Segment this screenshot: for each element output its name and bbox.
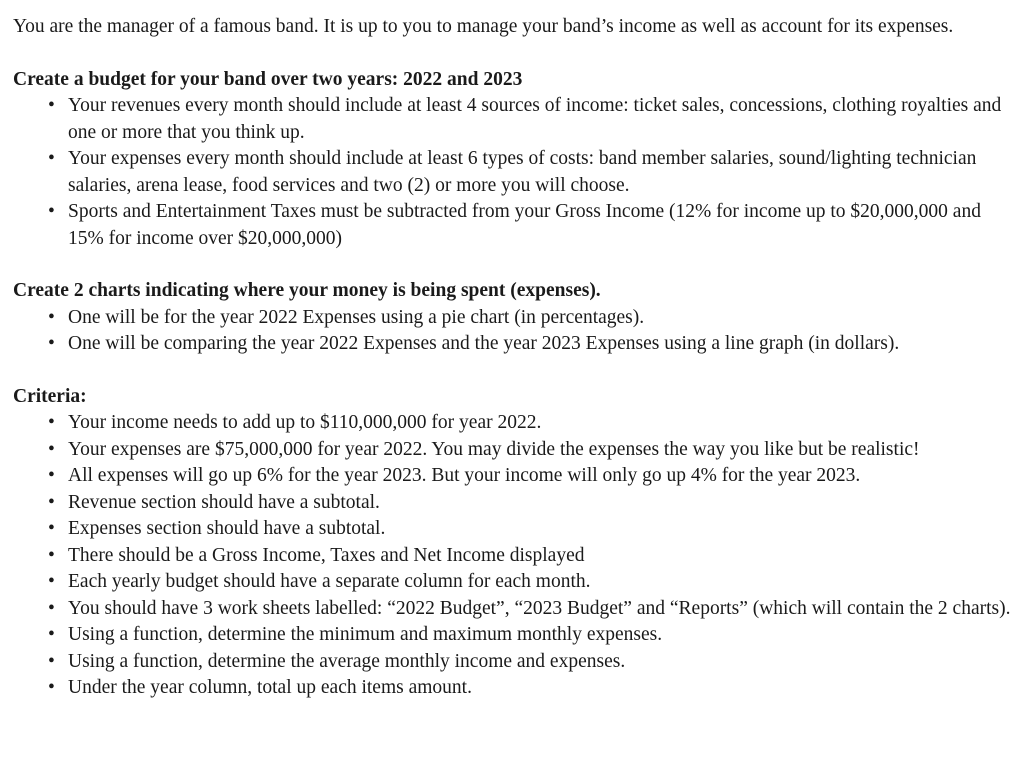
budget-heading: Create a budget for your band over two years: 2022 and 2023: [13, 68, 523, 90]
list-item: • Your revenues every month should include at least 4 sources of income: ticket sales, concessions, clothing royalties and one or more that you think up.: [48, 95, 1002, 143]
charts-section: [13, 278, 1024, 358]
bullet-icon: •: [48, 491, 55, 513]
bullet-icon: •: [48, 148, 55, 169]
bullet-icon: •: [48, 518, 55, 539]
list-item: • Sports and Entertainment Taxes must be subtracted from your Gross Income (12% for income up to $20,000,000 and 15% for income over $20,000,000): [48, 201, 981, 249]
bullet-icon: •: [48, 677, 55, 698]
list-item: • Using a function, determine the average monthly income and expenses.: [68, 649, 1024, 676]
bullet-icon: •: [48, 597, 55, 619]
bullet-icon: •: [48, 95, 55, 116]
budget-list: [13, 93, 1024, 252]
charts-list: [13, 305, 1024, 358]
bullet-icon: •: [48, 624, 55, 645]
bullet-icon: •: [48, 571, 55, 592]
budget-section: [13, 67, 1024, 253]
bullet-icon: •: [48, 650, 55, 672]
criteria-heading: Criteria:: [13, 385, 87, 407]
bullet-icon: •: [48, 438, 55, 460]
bullet-icon: •: [48, 465, 55, 486]
list-item: • Your income needs to add up to $110,000,000 for year 2022.: [68, 410, 1024, 437]
bullet-icon: •: [48, 201, 55, 222]
bullet-icon: •: [48, 333, 55, 354]
list-item: • Each yearly budget should have a separate column for each month.: [68, 569, 1024, 596]
list-item: • You should have 3 work sheets labelled: “2022 Budget”, “2023 Budget” and “Reports” (which will contain the 2 charts).: [68, 596, 1024, 623]
criteria-list: [13, 410, 1024, 702]
list-item: • Using a function, determine the minimum and maximum monthly expenses.: [68, 622, 1024, 649]
list-item: • One will be for the year 2022 Expenses using a pie chart (in percentages).: [68, 305, 1024, 332]
list-item: • Under the year column, total up each items amount.: [68, 675, 1024, 702]
criteria-section: [13, 384, 1024, 702]
charts-heading: Create 2 charts indicating where your money is being spent (expenses).: [13, 280, 601, 301]
bullet-icon: •: [48, 306, 55, 328]
list-item: • All expenses will go up 6% for the year 2023. But your income will only go up 4% for the year 2023.: [68, 463, 1024, 490]
list-item: • Your expenses every month should include at least 6 types of costs: band member salaries, sound/lighting technician salaries, arena lease, food services and two (2) or more you will choose.: [48, 148, 977, 196]
list-item: • There should be a Gross Income, Taxes and Net Income displayed: [68, 543, 1024, 570]
bullet-icon: •: [48, 544, 55, 566]
list-item: • Revenue section should have a subtotal.: [68, 490, 1024, 517]
list-item: • Your expenses are $75,000,000 for year 2022. You may divide the expenses the way you like but be realistic!: [68, 437, 1024, 464]
list-item: • Expenses section should have a subtotal.: [68, 516, 1024, 543]
list-item: • One will be comparing the year 2022 Expenses and the year 2023 Expenses using a line graph (in dollars).: [68, 331, 1024, 358]
intro-paragraph: You are the manager of a famous band. It is up to you to manage your band’s income as well as account for its expenses.: [13, 16, 954, 37]
bullet-icon: •: [48, 412, 55, 433]
